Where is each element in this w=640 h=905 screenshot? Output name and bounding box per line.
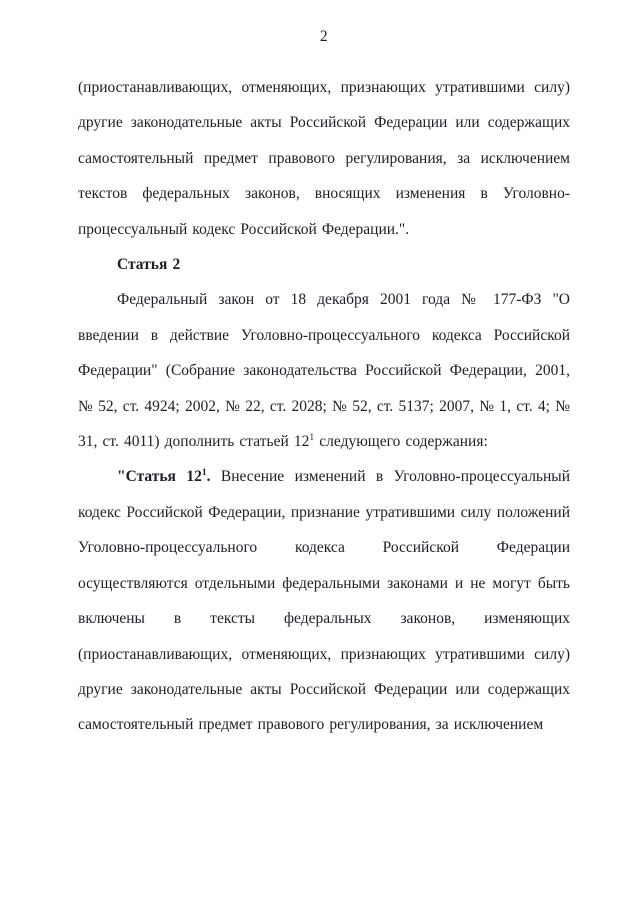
article-12-1-heading-period: .: [206, 468, 211, 486]
article-12-1-heading: "Статья 12: [117, 468, 202, 486]
superscript-1: 1: [309, 431, 315, 443]
superscript-1: 1: [201, 467, 207, 479]
paragraph-continuation: (приостанавливающих, отменяющих, признающих утратившими силу) другие законодательные акты Российской Федерации или содержащих самостоятельный предмет правового регулирования, за исключением текстов федеральных законов, вносящих изменения в Уголовно-процессуальный кодекс Российской Федерации.".: [78, 79, 570, 238]
article-12-1-body-text: Внесение изменений в Уголовно-процессуальный кодекс Российской Федерации, признание утратившими силу положений Уголовно-процессуального кодекса Российской Федерации осуществляются отдельными федеральными законами и не могут быть включены в тексты федеральных законов, изменяющих (приостанавливающих, отменяющих, признающих утратившими силу) другие законодательные акты Российской Федерации или содержащих самостоятельный предмет правового регулирования, за исключением: [78, 468, 570, 734]
article-2-body-text: Федеральный закон от 18 декабря 2001 года № 177-ФЗ "О введении в действие Уголовно-процессуального кодекса Российской Федерации" (Собрание законодательства Российской Федерации, 2001, № 52, ст. 4924; 2002, № 22, ст. 2028; № 52, ст. 5137; 2007, № 1, ст. 4; № 31, ст. 4011) дополнить статьей 12: [78, 291, 570, 451]
article-2-body-text-end: следующего содержания:: [314, 433, 488, 451]
page-number: 2: [319, 28, 329, 45]
article-2-body-paragraph: [78, 282, 570, 459]
article-12-1-paragraph: [78, 459, 570, 742]
article-2-heading: Статья 2: [117, 256, 181, 274]
